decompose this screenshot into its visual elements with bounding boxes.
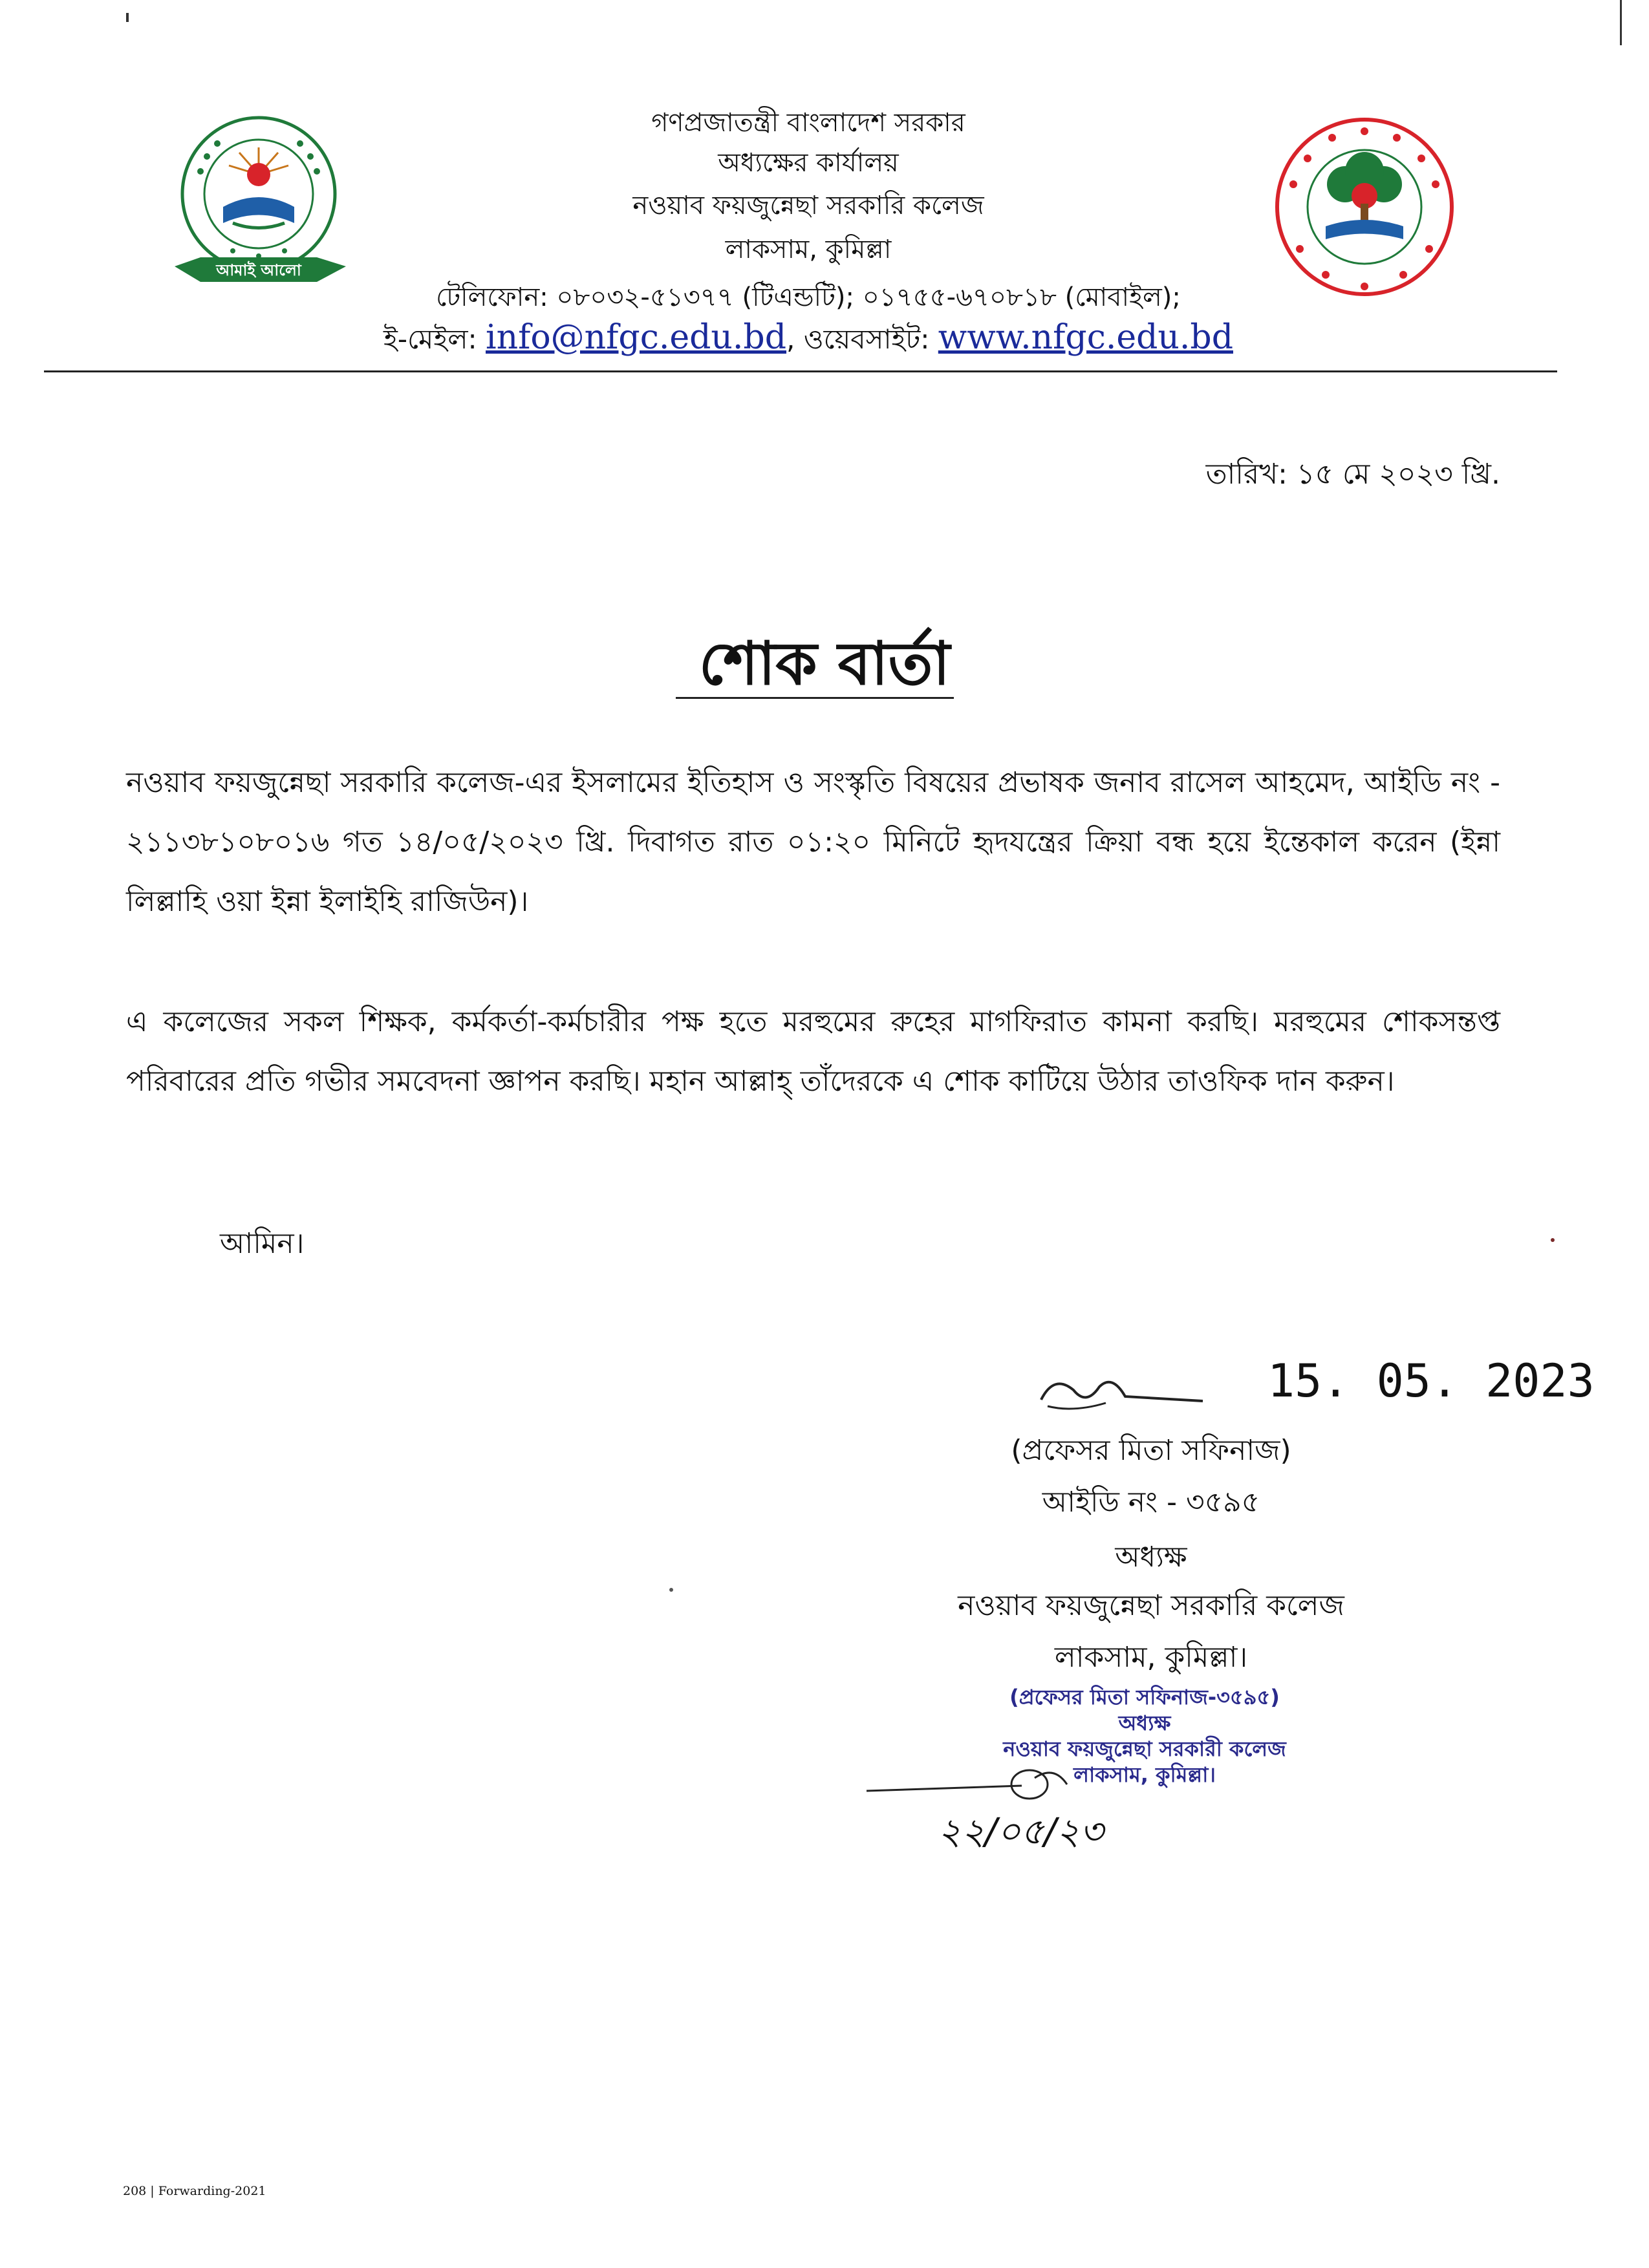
email-label: ই-মেইল: xyxy=(383,323,486,355)
website-label: , ওয়েবসাইট: xyxy=(786,323,938,355)
signatory-college: নওয়াব ফয়জুন্নেছা সরকারি কলেজ xyxy=(958,1589,1344,1622)
slogan-emblem xyxy=(1255,113,1474,307)
body-paragraph-2: এ কলেজের সকল শিক্ষক, কর্মকর্তা-কর্মচারীর পক্ষ হতে মরহুমের রুহের মাগফিরাত কামনা করছি। মরহুমের শোকসন্তপ্ত পরিবারের প্রতি গভীর সমবেদনা জ্ঞাপন করছি। মহান আল্লাহ্ তাঁদেরকে এ শোক কাটিয়ে উঠার তাওফিক দান করুন। xyxy=(126,1005,1500,1098)
ribbon-text: আমাই আলো xyxy=(216,261,301,279)
scan-mark xyxy=(126,13,129,22)
handwritten-date: 15. 05. 2023 xyxy=(1267,1354,1595,1407)
footer-text: 208 | Forwarding-2021 xyxy=(123,2184,266,2198)
stamp-handwritten-date: ২২/০৫/২৩ xyxy=(938,1811,1104,1853)
contact-line xyxy=(323,318,1293,364)
scan-speck xyxy=(1551,1238,1555,1242)
office-title: অধ্যক্ষের কার্যালয় xyxy=(718,148,899,178)
email-link[interactable]: info@nfgc.edu.bd xyxy=(486,318,787,357)
header-divider xyxy=(44,370,1557,372)
stamp-line-3: নওয়াব ফয়জুন্নেছা সরকারী কলেজ xyxy=(1003,1737,1286,1761)
scan-mark xyxy=(1620,0,1622,45)
govt-title: গণপ্রজাতন্ত্রী বাংলাদেশ সরকার xyxy=(651,108,965,138)
phone-line: টেলিফোন: ০৮০৩২-৫১৩৭৭ (টিএন্ডটি); ০১৭৫৫-৬৭০৮১৮ (মোবাইল); xyxy=(436,283,1181,312)
letter-title: শোক বার্তা xyxy=(698,629,951,698)
closing-text: আমিন। xyxy=(220,1227,305,1260)
college-location: লাকসাম, কুমিল্লা xyxy=(725,235,892,264)
body-paragraph-1: নওয়াব ফয়জুন্নেছা সরকারি কলেজ-এর ইসলামের ইতিহাস ও সংস্কৃতি বিষয়ের প্রভাষক জনাব রাসেল আহমেদ, আইডি নং - ২১১৩৮১০৮০১৬ গত ১৪/০৫/২০২৩ খ্রি. দিবাগত রাত ০১:২০ মিনিটে হৃদযন্ত্রের ক্রিয়া বন্ধ হয়ে ইন্তেকাল করেন (ইন্না লিল্লাহি ওয়া ইন্না ইলাইহি রাজিউন)। xyxy=(126,766,1500,918)
college-emblem xyxy=(162,110,362,297)
scan-speck xyxy=(669,1588,673,1592)
college-name: নওয়াব ফয়জুন্নেছা সরকারি কলেজ xyxy=(632,191,984,220)
stamp-line-2: অধ্যক্ষ xyxy=(1118,1711,1171,1735)
stamp-line-4: লাকসাম, কুমিল্লা। xyxy=(1073,1762,1216,1787)
signatory-location: লাকসাম, কুমিল্লা। xyxy=(1054,1641,1248,1674)
letter-date: তারিখ: ১৫ মে ২০২৩ খ্রি. xyxy=(1205,458,1500,491)
website-link[interactable]: www.nfgc.edu.bd xyxy=(938,318,1233,357)
title-underline xyxy=(676,697,954,699)
signatory-id: আইডি নং - ৩৫৯৫ xyxy=(1042,1486,1260,1519)
stamp-line-1: (প্রফেসর মিতা সফিনাজ-৩৫৯৫) xyxy=(1009,1685,1280,1709)
signatory-designation: অধ্যক্ষ xyxy=(1115,1541,1187,1574)
signatory-name: (প্রফেসর মিতা সফিনাজ) xyxy=(1011,1434,1291,1467)
